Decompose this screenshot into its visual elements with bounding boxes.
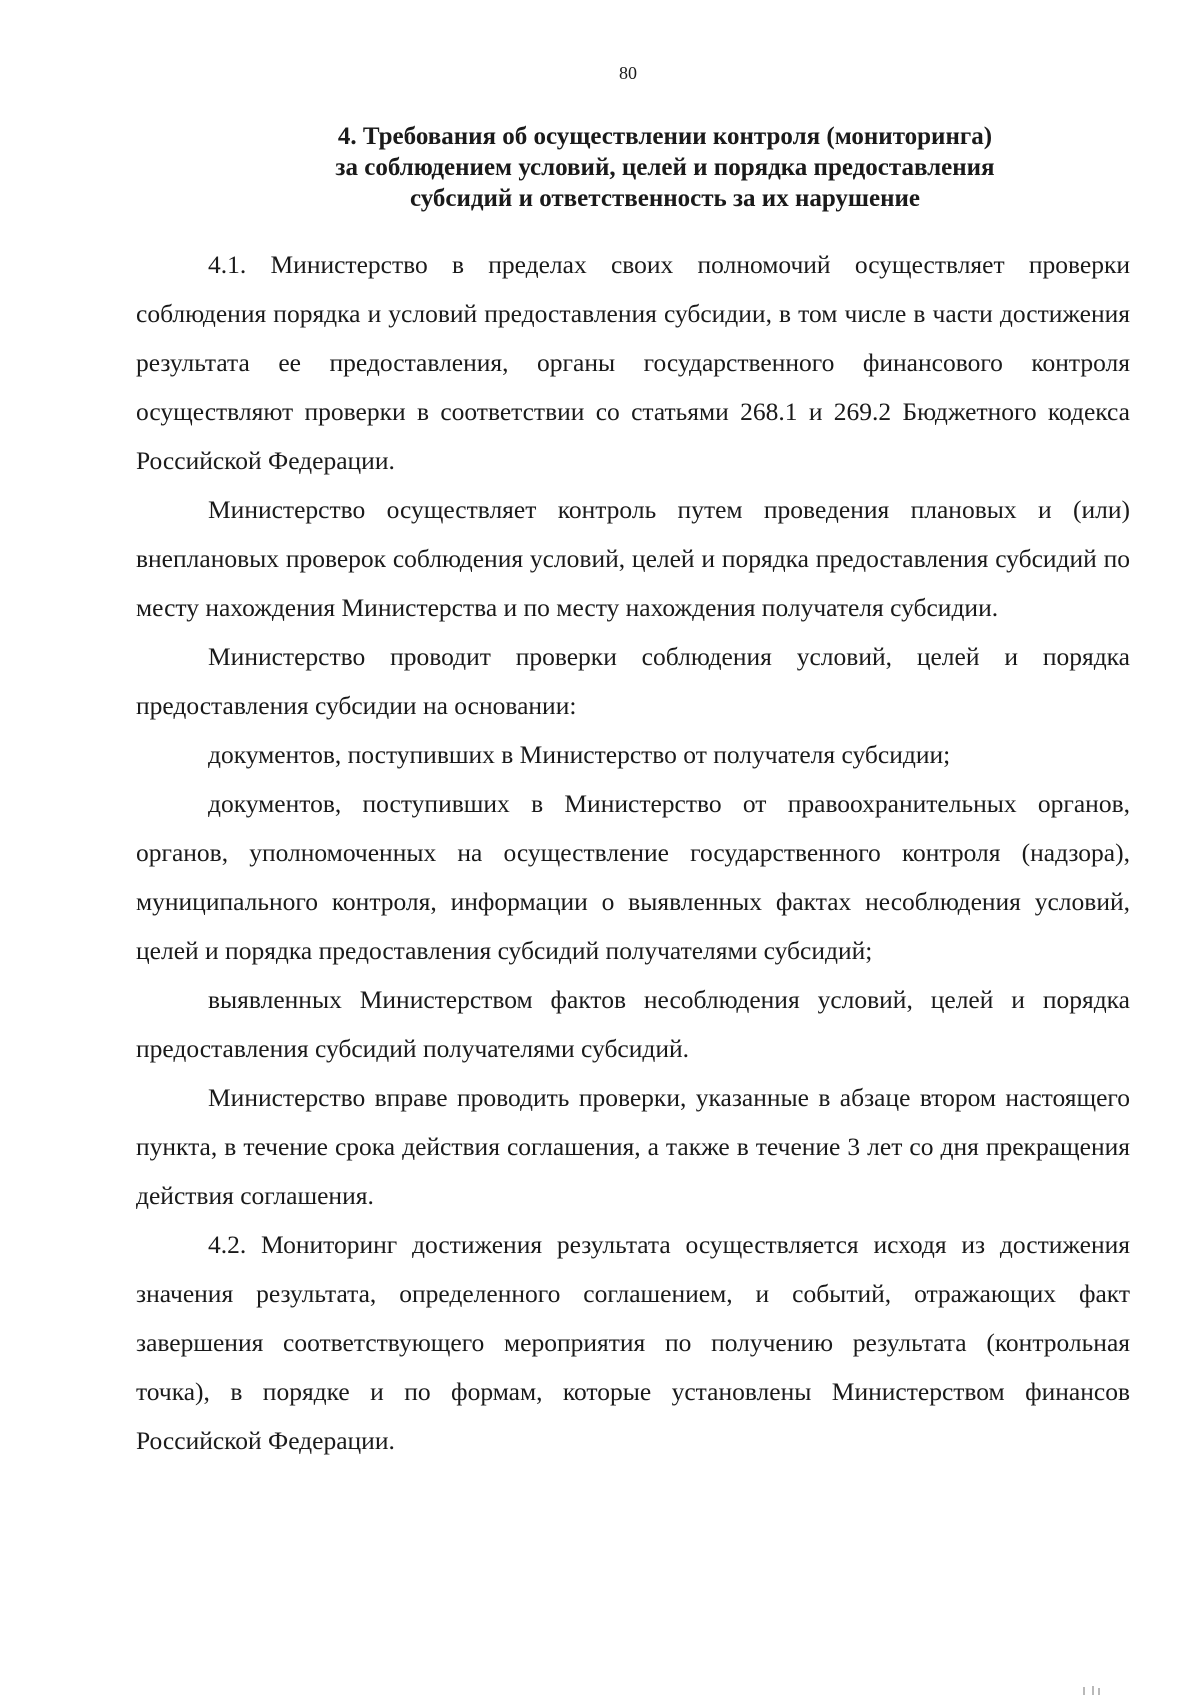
- page-number: 80: [619, 63, 637, 83]
- section-heading: [230, 121, 1100, 214]
- section-heading-line-2: за соблюдением условий, целей и порядка предоставления: [335, 154, 995, 181]
- paragraph-4-1: 4.1. Министерство в пределах своих полномочий осуществляет проверки соблюдения порядка и условий предоставления субсидии, в том числе в части достижения результата ее предоставления, органы государственного финансового контроля осуществляют проверки в соответствии со статьями 268.1 и 269.2 Бюджетного кодекса Российской Федерации.: [136, 250, 1130, 475]
- list-item-ministry-findings: выявленных Министерством фактов несоблюдения условий, целей и порядка предоставления субсидий получателями субсидий.: [136, 985, 1130, 1063]
- section-heading-line-1: 4. Требования об осуществлении контроля (мониторинга): [337, 123, 993, 150]
- paragraph-control-method: Министерство осуществляет контроль путем проведения плановых и (или) внеплановых проверок соблюдения условий, целей и порядка предоставления субсидий по месту нахождения Министерства и по месту нахождения получателя субсидии.: [136, 495, 1130, 622]
- scan-artifact: [1098, 1688, 1100, 1695]
- scan-artifact: [1092, 1686, 1094, 1695]
- paragraph-inspection-period: Министерство вправе проводить проверки, указанные в абзаце втором настоящего пункта, в течение срока действия соглашения, а также в течение 3 лет со дня прекращения действия соглашения.: [136, 1083, 1130, 1210]
- section-heading-line-3: субсидий и ответственность за их нарушение: [409, 185, 921, 212]
- paragraph-inspection-basis: Министерство проводит проверки соблюдения условий, целей и порядка предоставления субсидии на основании:: [136, 642, 1130, 720]
- list-item-recipient-documents: документов, поступивших в Министерство от получателя субсидии;: [208, 740, 951, 769]
- list-item-law-enforcement-documents: документов, поступивших в Министерство от правоохранительных органов, органов, уполномоченных на осуществление государственного контроля (надзора), муниципального контроля, информации о выявленных фактах несоблюдения условий, целей и порядка предоставления субсидий получателями субсидий;: [136, 789, 1130, 965]
- section-body: [136, 240, 1130, 1465]
- scan-artifact: [1083, 1687, 1085, 1695]
- paragraph-4-2: 4.2. Мониторинг достижения результата осуществляется исходя из достижения значения результата, определенного соглашением, и событий, отражающих факт завершения соответствующего мероприятия по получению результата (контрольная точка), в порядке и по формам, которые установлены Министерством финансов Российской Федерации.: [136, 1230, 1130, 1455]
